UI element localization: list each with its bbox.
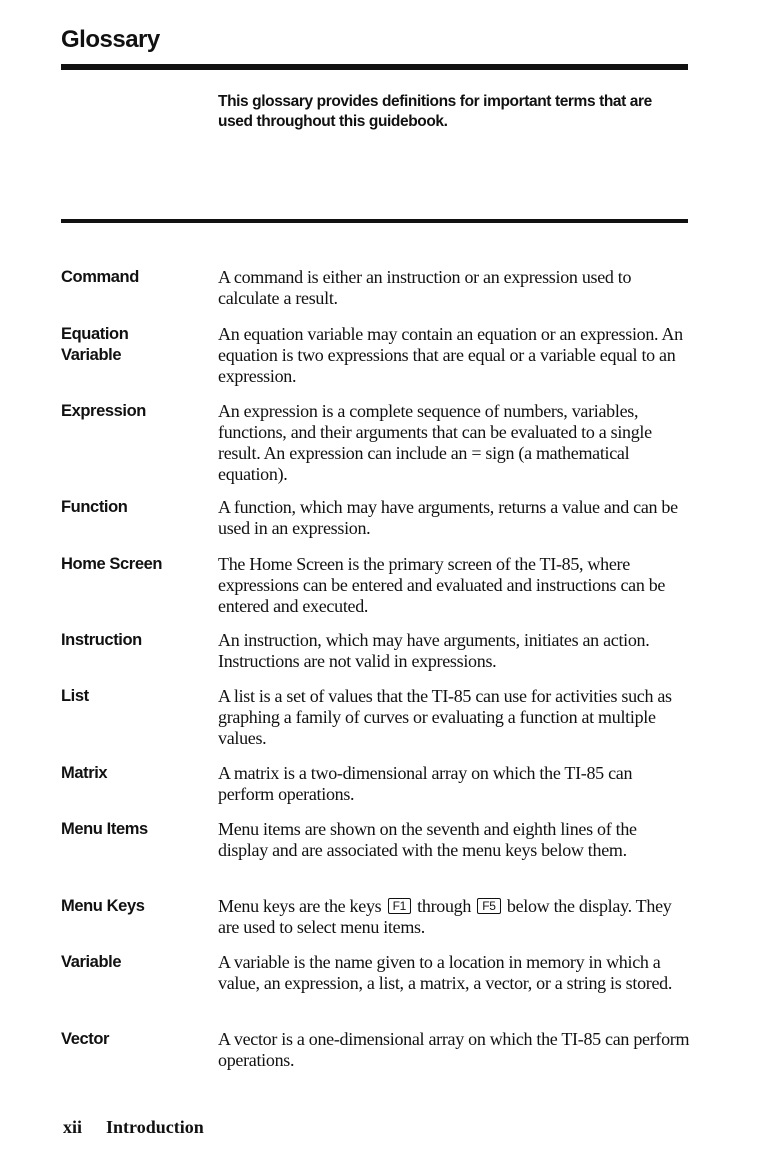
intro-text: This glossary provides definitions for important terms that are used throughout this guidebook. <box>218 93 652 130</box>
term-label: Variable <box>61 953 122 971</box>
term-label: List <box>61 687 89 705</box>
definition-text: An expression is a complete sequence of numbers, variables, functions, and their arguments that can be evaluated to a single result. An expression can include an = sign (a mathematical equation). <box>218 401 652 484</box>
definition-text: A command is either an instruction or an expression used to calculate a result. <box>218 267 632 308</box>
definition-text: A vector is a one-dimensional array on which the TI-85 can perform operations. <box>218 1029 690 1070</box>
section-name: Introduction <box>106 1117 204 1137</box>
term-label: Menu Keys <box>61 897 145 915</box>
definition-text: An instruction, which may have arguments, initiates an action. Instructions are not valid in expressions. <box>218 630 650 671</box>
page-footer <box>63 1116 204 1138</box>
page-title: Glossary <box>61 26 160 53</box>
definition-text-start: Menu keys are the keys <box>218 896 382 916</box>
definition-text-middle: through <box>417 896 472 916</box>
definition-text: A function, which may have arguments, returns a value and can be used in an expression. <box>218 497 678 538</box>
term-label: Vector <box>61 1030 110 1048</box>
definition-text <box>218 896 690 938</box>
term-label: Matrix <box>61 764 108 782</box>
term-label: Instruction <box>61 631 142 649</box>
term-label: Equation Variable <box>61 325 129 364</box>
page-number: xii <box>63 1117 83 1137</box>
definition-text: A variable is the name given to a location in memory in which a value, an expression, a list, a matrix, a vector, or a string is stored. <box>218 952 673 993</box>
term-label: Command <box>61 268 139 286</box>
definition-text: A list is a set of values that the TI-85 can use for activities such as graphing a family of curves or evaluating a function at multiple values. <box>218 686 672 748</box>
term-label: Expression <box>61 402 146 420</box>
term-label: Function <box>61 498 128 516</box>
definition-text: A matrix is a two-dimensional array on which the TI-85 can perform operations. <box>218 763 633 804</box>
f1-key-icon: F1 <box>388 898 411 914</box>
definition-text: The Home Screen is the primary screen of the TI-85, where expressions can be entered and evaluated and instructions can be entered and executed. <box>218 554 666 616</box>
top-divider <box>61 64 688 70</box>
term-label: Menu Items <box>61 820 148 838</box>
definition-text: An equation variable may contain an equation or an expression. An equation is two expressions that are equal or a variable equal to an expression. <box>218 324 683 386</box>
section-divider <box>61 219 688 223</box>
definition-text-end: below the display. They are used to select menu items. <box>218 896 672 937</box>
definition-text: Menu items are shown on the seventh and eighth lines of the display and are associated with the menu keys below them. <box>218 819 637 860</box>
term-label: Home Screen <box>61 555 163 573</box>
f5-key-icon: F5 <box>477 898 500 914</box>
